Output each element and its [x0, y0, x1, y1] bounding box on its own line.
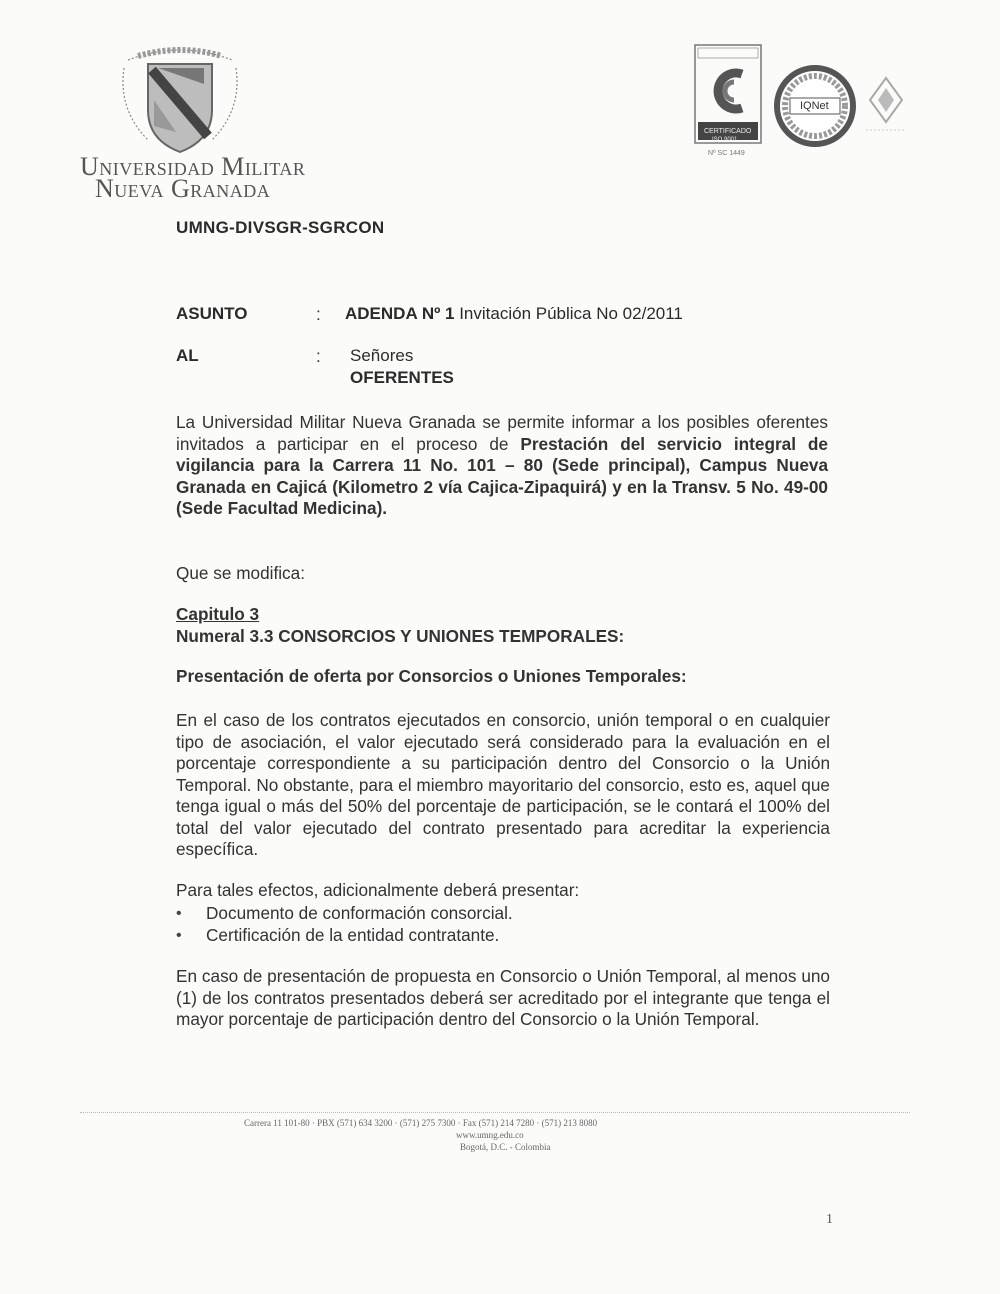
footer-web: www.umng.edu.co	[456, 1130, 524, 1140]
intro-paragraph	[176, 412, 828, 520]
consortium-paragraph: En el caso de los contratos ejecutados en consorcio, unión temporal o en cualquier tipo de asociación, el valor ejecutado será considerado para la evaluación en el porcentaje correspondiente a su participación dentro del Consorcio o la Unión Temporal. No obstante, para el miembro mayoritario del consorcio, esto es, aquel que tenga igual o más del 50% del porcentaje de participación, se le contará el 100% del total del valor ejecutado del contrato presentado para acreditar la experiencia específica.	[176, 710, 830, 859]
list-item: • Documento de conformación consorcial.	[176, 903, 513, 925]
asunto-value-bold: ADENDA Nº 1	[345, 304, 455, 323]
footer-city: Bogotá, D.C. - Colombia	[460, 1142, 551, 1152]
footer-address: Carrera 11 101-80 · PBX (571) 634 3200 · (571) 275 7300 · Fax (571) 214 7280 · (571) 213 8080	[244, 1118, 598, 1128]
university-crest-logo	[118, 40, 242, 158]
section-subheading: Presentación de oferta por Consorcios o Uniones Temporales:	[176, 666, 687, 686]
numeral-heading: Numeral 3.3 CONSORCIOS Y UNIONES TEMPORALES:	[176, 626, 625, 646]
asunto-value	[345, 304, 683, 324]
que-se-modifica: Que se modifica:	[176, 563, 305, 583]
cert-label: CERTIFICADO	[704, 128, 752, 135]
consortium-paragraph-2: En caso de presentación de propuesta en Consorcio o Unión Temporal, al menos uno (1) de los contratos presentados deberá ser acreditado por el integrante que tenga el mayor porcentaje de participación dentro del Consorcio o la Unión Temporal.	[176, 966, 830, 1029]
al-value-line2: OFERENTES	[350, 368, 454, 387]
asunto-colon: :	[316, 304, 321, 324]
iqnet-label: IQNet	[800, 100, 829, 112]
para-tales-efectos: Para tales efectos, adicionalmente deberá presentar:	[176, 880, 580, 900]
al-colon: :	[316, 346, 321, 366]
cert-number: Nº SC 1449	[708, 150, 745, 157]
list-item: • Certificación de la entidad contratante.	[176, 925, 513, 947]
reference-code: UMNG-DIVSGR-SGRCON	[176, 218, 385, 237]
quality-seal-logo	[862, 70, 910, 150]
page-number: 1	[826, 1212, 833, 1227]
requirements-list	[176, 903, 513, 947]
chapter-heading: Capitulo 3	[176, 604, 260, 624]
intro-text: La Universidad Militar Nueva Granada se permite informar a los posibles oferentes invitados a participar en el proceso de	[176, 412, 828, 454]
footer-divider	[80, 1112, 910, 1113]
al-label: AL	[176, 346, 199, 365]
university-name-line1: Universidad Militar	[80, 152, 306, 181]
al-value-line1: Señores	[350, 346, 414, 365]
asunto-value-regular: Invitación Pública No 02/2011	[454, 304, 683, 323]
university-name-line2: Nueva Granada	[95, 174, 271, 203]
asunto-label: ASUNTO	[176, 304, 248, 323]
intro-service-description: Prestación del servicio integral de vigilancia para la Carrera 11 No. 101 – 80 (Sede principal), Campus Nueva Granada en Cajicá (Kilometro 2 vía Cajica-Zipaquirá) y en la Transv. 5 No. 49-00 (Sede Facultad Medicina).	[176, 433, 828, 518]
iso-label: ISO 9001	[712, 137, 738, 143]
